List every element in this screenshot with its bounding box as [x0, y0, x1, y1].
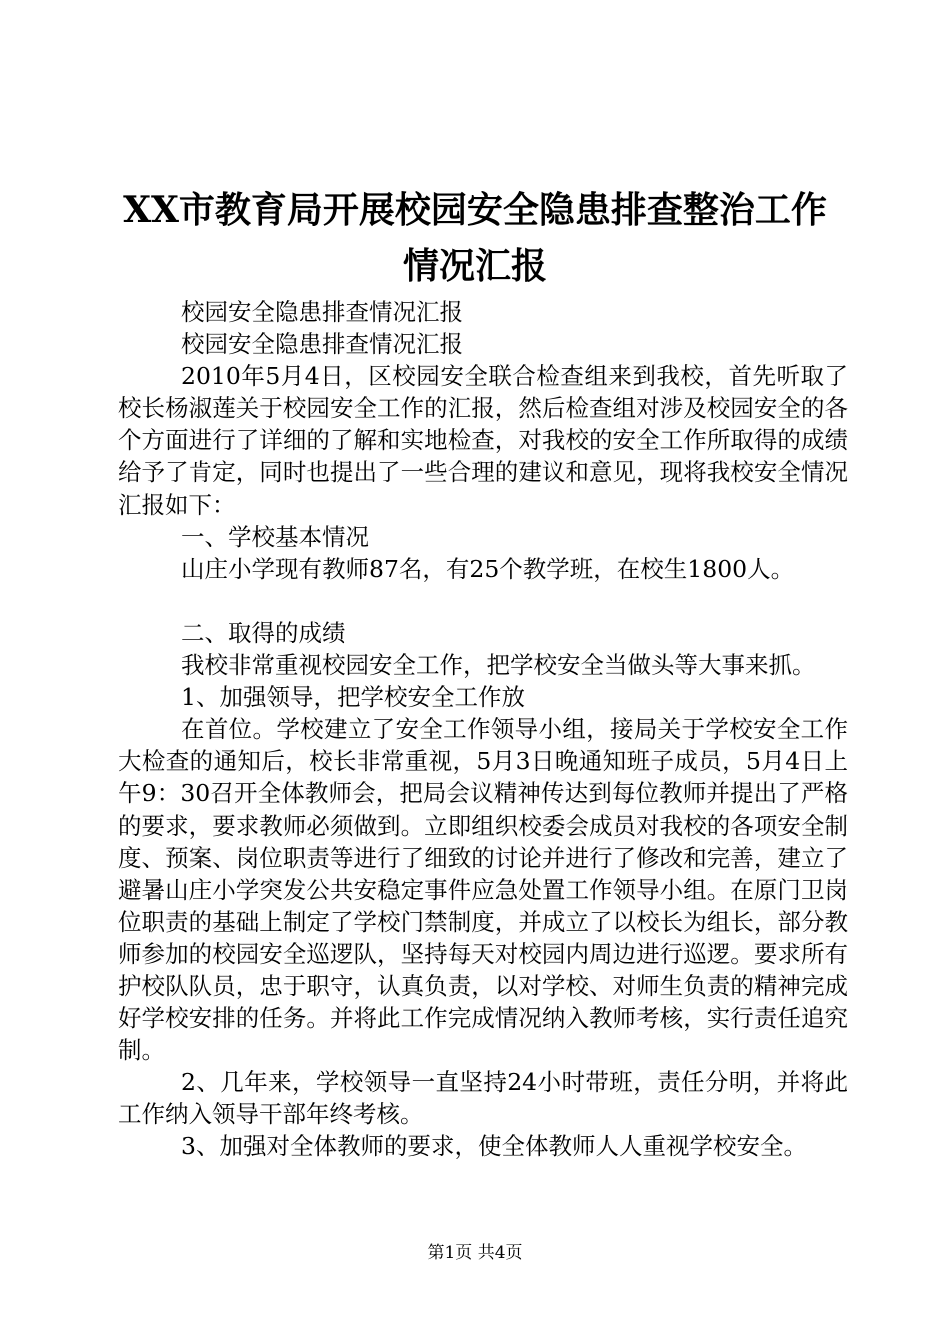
blank-line: [118, 585, 848, 617]
paragraph-subtitle-1: 校园安全隐患排查情况汇报: [181, 298, 463, 326]
section-heading-achievements: 二、取得的成绩: [181, 618, 346, 647]
document-body: [118, 296, 848, 1163]
document-title-line-1: XX市教育局开展校园安全隐患排查整治工作: [123, 189, 827, 231]
paragraph-subtitle-2: 校园安全隐患排查情况汇报: [181, 330, 463, 359]
paragraph-achievements-intro: 我校非常重视校园安全工作，把学校安全当做头等大事来抓。: [181, 651, 816, 680]
section-heading-basic-info: 一、学校基本情况: [181, 522, 369, 551]
paragraph-item-1-body: 在首位。学校建立了安全工作领导小组，接局关于学校安全工作大检查的通知后，校长非常重视，5月3日晚通知班子成员，5月4日上午9：30召开全体教师会，把局会议精神传达到每位教师并提出了严格的要求，要求教师必须做到。立即组织校委会成员对我校的各项安全制度、预案、岗位职责等进行了细致的讨论并进行了修改和完善，建立了避暑山庄小学突发公共安稳定事件应急处置工作领导小组。在原门卫岗位职责的基础上制定了学校门禁制度，并成立了以校长为组长，部分教师参加的校园安全巡逻队，坚持每天对校园内周边进行巡逻。要求所有护校队队员，忠于职守，认真负责，以对学校、对师生负责的精神完成好学校安排的任务。并将此工作完成情况纳入教师考核，实行责任追究制。: [118, 715, 848, 1065]
paragraph-item-1-heading: 1、加强领导，把学校安全工作放: [181, 683, 525, 712]
paragraph-basic-info: 山庄小学现有教师87名，有25个教学班，在校生1800人。: [181, 554, 795, 583]
document-title-line-2: 情况汇报: [402, 245, 547, 287]
paragraph-intro: 2010年5月4日，区校园安全联合检查组来到我校，首先听取了校长杨淑莲关于校园安全工作的汇报，然后检查组对涉及校园安全的各个方面进行了详细的了解和实地检查，对我校的安全工作所取得的成绩给予了肯定，同时也提出了一些合理的建议和意见，现将我校安全情况汇报如下：: [118, 362, 848, 519]
page-footer: 第1页 共4页: [427, 1243, 523, 1263]
paragraph-item-2: 2、几年来，学校领导一直坚持24小时带班，责任分明，并将此工作纳入领导干部年终考核。: [118, 1068, 848, 1129]
paragraph-item-3: 3、加强对全体教师的要求，使全体教师人人重视学校安全。: [181, 1132, 807, 1161]
